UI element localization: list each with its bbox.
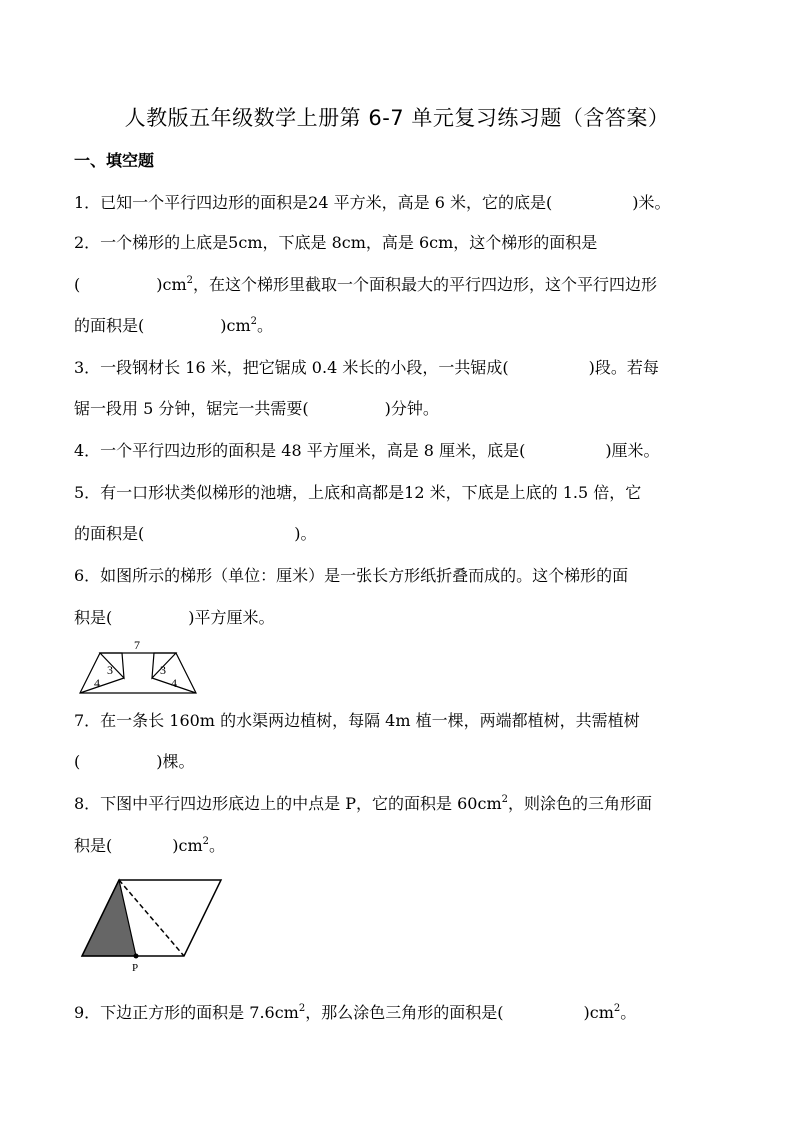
parallelogram-figure — [74, 872, 234, 976]
question-3-line-1: 3．一段钢材长 16 米，把它锯成 0.4 米长的小段，一共锯成( )段。若每 — [74, 358, 659, 377]
question-2-line-1: 2．一个梯形的上底是5cm，下底是 8cm，高是 6cm，这个梯形的面积是 — [74, 233, 598, 252]
label-left-3: 3 — [107, 663, 113, 677]
question-1-suffix: )米。 — [632, 193, 671, 212]
question-1 — [74, 193, 670, 213]
question-5-line-2: 的面积是( )。 — [74, 524, 317, 543]
question-4: 4．一个平行四边形的面积是 48 平方厘米，高是 8 厘米，底是( )厘米。 — [74, 441, 660, 460]
trapezoid-figure — [74, 636, 204, 700]
question-5-line-1: 5．有一口形状类似梯形的池塘，上底和高都是12 米，下底是上底的 1.5 倍，它 — [74, 483, 642, 502]
section-heading-fill-blank: 一、填空题 — [74, 151, 155, 170]
label-left-4: 4 — [94, 676, 100, 690]
label-right-4: 4 — [171, 676, 177, 690]
question-9: 9．下边正方形的面积是 $7.6cm^2$，那么涂色三角形的面积是( )$cm^2$。 — [74, 1002, 637, 1022]
question-7-line-2: ( )棵。 — [74, 752, 195, 771]
midpoint-p-dot — [134, 954, 139, 959]
question-6-line-1: 6．如图所示的梯形（单位：厘米）是一张长方形纸折叠而成的。这个梯形的面 — [74, 566, 629, 585]
shaded-triangle — [82, 880, 136, 956]
label-p: P — [132, 962, 139, 974]
label-top-7: 7 — [134, 638, 140, 652]
question-2-line-2: ( )$cm^2$，在这个梯形里截取一个面积最大的平行四边形，这个平行四边形 — [74, 274, 658, 294]
question-6-line-2: 积是( )平方厘米。 — [74, 608, 275, 627]
page-title: 人教版五年级数学上册第 6-7 单元复习练习题（含答案） — [124, 106, 670, 130]
question-8-line-1: 8．下图中平行四边形底边上的中点是 P，它的面积是 $60cm^2$，则涂色的三角形面 — [74, 793, 653, 813]
question-1-text: 1．已知一个平行四边形的面积是24 平方米，高是 6 米，它的底是( — [74, 193, 553, 212]
question-3-line-2: 锯一段用 5 分钟，锯完一共需要( )分钟。 — [74, 399, 439, 418]
question-2-line-3: 的面积是( )$cm^2$。 — [74, 315, 274, 335]
label-right-3: 3 — [160, 663, 166, 677]
question-7-line-1: 7．在一条长 160m 的水渠两边植树，每隔 4m 植一棵，两端都植树，共需植树 — [74, 711, 640, 730]
question-8-line-2: 积是( )$cm^2$。 — [74, 835, 226, 855]
